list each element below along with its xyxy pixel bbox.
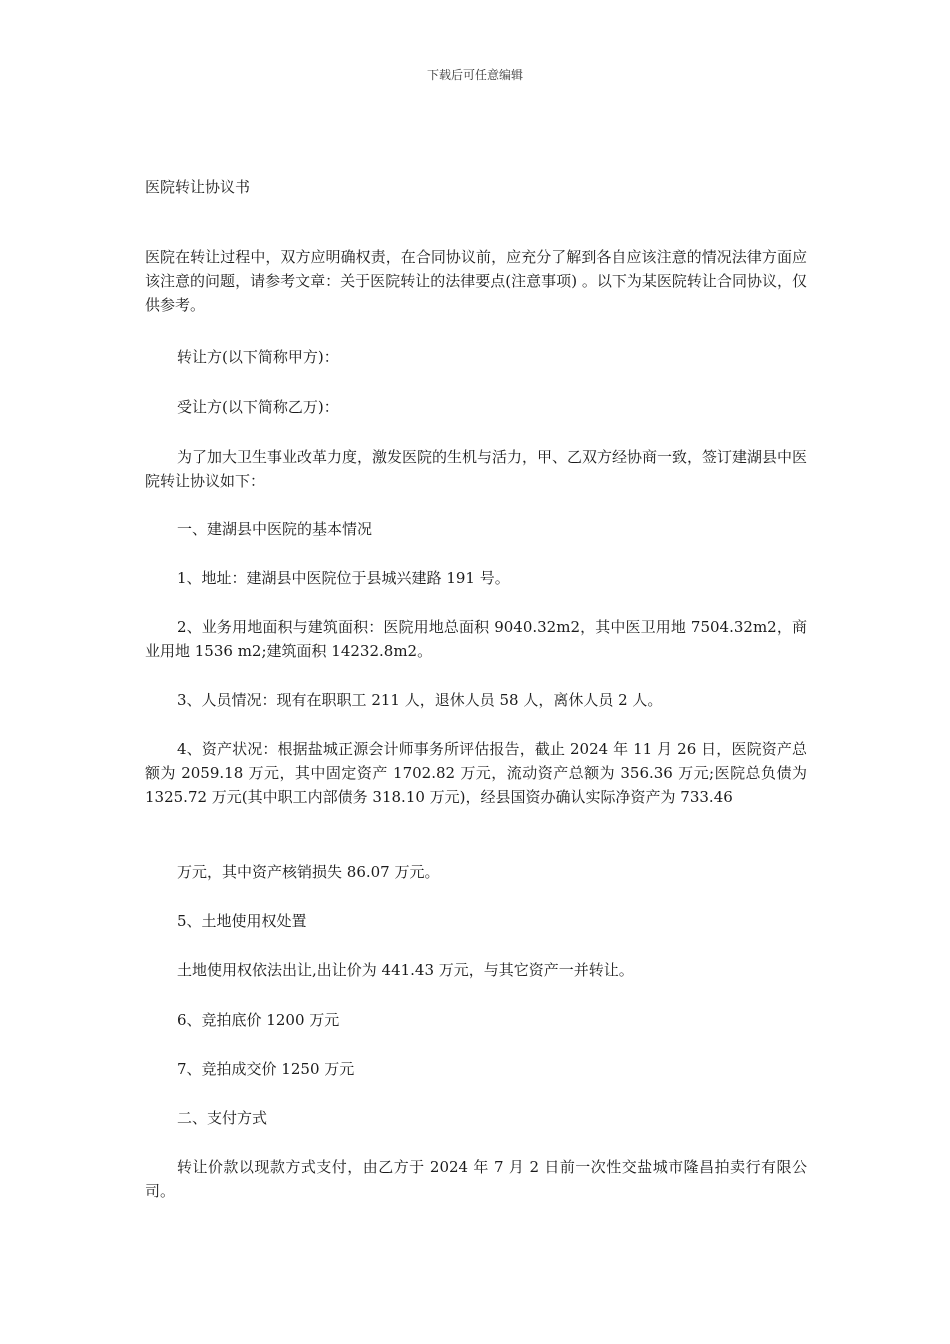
item-address: 1、地址：建湖县中医院位于县城兴建路 191 号。: [177, 569, 510, 587]
item-land-use-detail: 土地使用权依法出让,出让价为 441.43 万元，与其它资产一并转让。: [177, 961, 634, 979]
item-personnel: 3、人员情况：现有在职职工 211 人，退休人员 58 人，离休人员 2 人。: [177, 691, 663, 709]
item-land-area: 2、业务用地面积与建筑面积：医院用地总面积 9040.32m2，其中医卫用地 7504.32m2，商业用地 1536 m2;建筑面积 14232.8m2。: [145, 618, 807, 660]
document-title: 医院转让协议书: [145, 178, 251, 196]
item-assets: 4、资产状况：根据盐城正源会计师事务所评估报告，截止 2024 年 11 月 26 日，医院资产总额为 2059.18 万元，其中固定资产 1702.82 万元，流动资产总额为 356.36 万元;医院总负债为 1325.72 万元(其中职工内部债务 318.10 万元)，经县国资办确认实际净资产为 733.46: [145, 740, 807, 806]
item-reserve-price: 6、竞拍底价 1200 万元: [177, 1011, 340, 1029]
item-assets-continued: 万元，其中资产核销损失 86.07 万元。: [177, 863, 440, 881]
payment-paragraph: 转让价款以现款方式支付，由乙方于 2024 年 7 月 2 日前一次性交盐城市隆昌拍卖行有限公司。: [145, 1158, 807, 1200]
header-note: 下载后可任意编辑: [426, 68, 523, 82]
item-final-price: 7、竞拍成交价 1250 万元: [177, 1060, 355, 1078]
section-heading-payment: 二、支付方式: [177, 1109, 268, 1127]
intro-paragraph: 医院在转让过程中，双方应明确权责，在合同协议前，应充分了解到各自应该注意的情况法律方面应该注意的问题，请参考文章：关于医院转让的法律要点(注意事项) 。以下为某医院转让合同协议，仅供参考。: [145, 248, 807, 314]
purpose-paragraph: 为了加大卫生事业改革力度，激发医院的生机与活力，甲、乙双方经协商一致，签订建湖县中医院转让协议如下：: [145, 448, 808, 490]
transferee-line: 受让方(以下简称乙万)：: [177, 398, 339, 416]
section-heading-basic-info: 一、建湖县中医院的基本情况: [177, 520, 373, 538]
item-land-use-heading: 5、土地使用权处置: [177, 912, 307, 930]
transferor-line: 转让方(以下简称甲方)：: [177, 348, 339, 366]
